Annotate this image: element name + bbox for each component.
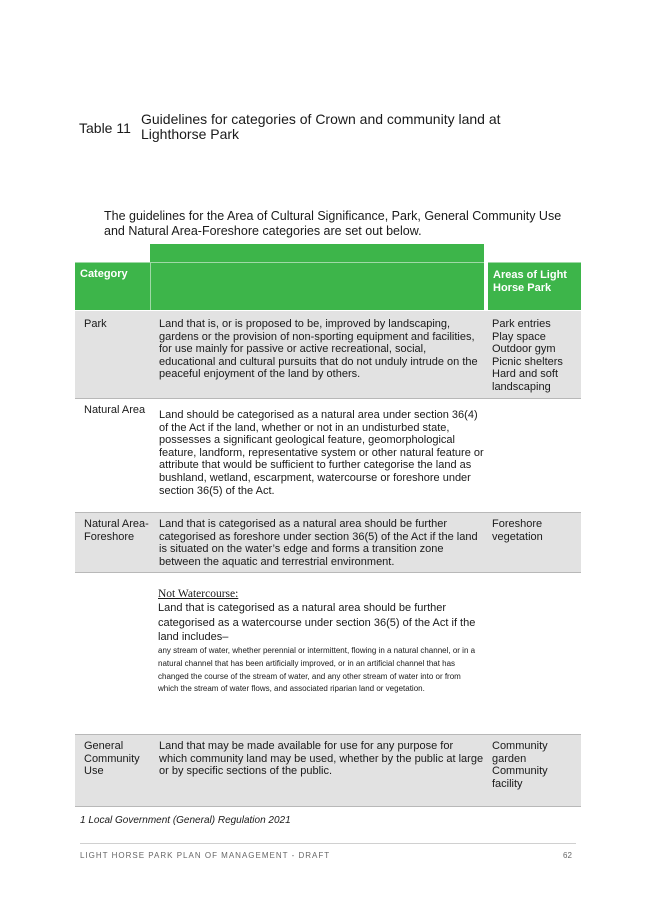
row-category: Natural Area-Foreshore [84, 518, 149, 543]
row-divider [75, 512, 581, 513]
area-item: landscaping [492, 380, 551, 393]
area-item: Community [492, 740, 548, 752]
header-areas: Areas of Light Horse Park [488, 262, 581, 310]
row-divider [75, 398, 581, 399]
page-number: 62 [563, 851, 572, 860]
header-divider [150, 262, 151, 310]
row-divider [75, 734, 581, 735]
header-top-band [150, 244, 484, 262]
row-guideline: Land that may be made available for use for any purpose for which community land may be used, whether by the public at large or by specific sections of the public. [159, 740, 484, 778]
row-areas [492, 518, 580, 543]
row-category: Natural Area [84, 404, 146, 416]
area-item: Picnic shelters [492, 355, 563, 368]
row-areas [492, 318, 580, 394]
header-category: Category [75, 262, 150, 310]
area-item: garden [492, 752, 527, 765]
area-item: facility [492, 777, 523, 790]
row-guideline: Land that is, or is proposed to be, improved by landscaping, gardens or the provision of non-sporting equipment and facilities, for use mainly for passive or active recreational, social, educational and cultural pursuits that do not unduly intrude on the peaceful enjoyment of the land by others. [159, 318, 478, 381]
table-title: Guidelines for categories of Crown and community land at Lighthorse Park [141, 111, 501, 142]
footer-rule [80, 843, 576, 844]
table-label: Table 11 [79, 120, 131, 136]
row-category: Park [84, 318, 107, 330]
row-areas [492, 740, 580, 790]
header-guideline [151, 262, 484, 310]
intro-paragraph: The guidelines for the Area of Cultural Significance, Park, General Community Use and Natural Area-Foreshore categories are set out below. [104, 209, 562, 238]
row-divider [75, 572, 581, 573]
row-guideline: Land that is categorised as a natural area should be further categorised as a watercourse under section 36(5) of the Act if the land includes– [158, 602, 476, 643]
row-divider [75, 806, 581, 807]
area-item: Outdoor gym [492, 343, 556, 356]
area-item: Play space [492, 330, 546, 343]
footnote: 1 Local Government (General) Regulation 2021 [80, 815, 291, 826]
header-divider [484, 262, 488, 310]
footer-title: LIGHT HORSE PARK PLAN OF MANAGEMENT - DRAFT [80, 851, 331, 860]
watercourse-detail: any stream of water, whether perennial or intermittent, flowing in a natural channel, or in a natural channel that has been artificially improved, or in an artificial channel that has changed the course of the stream of water, and any other stream of water into or from which the stream of water flows, and associated riparian land or vegetation. [158, 646, 476, 694]
row-guideline: Land that is categorised as a natural area should be further categorised as foreshore under section 36(5) of the Act if the land is situated on the water’s edge and forms a transition zone between the aquatic and terrestrial environment. [159, 518, 478, 568]
area-item: Hard and soft [492, 368, 559, 381]
area-item: vegetation [492, 530, 543, 543]
row-category: General Community Use [84, 740, 140, 778]
watercourse-heading: Not Watercourse: [158, 588, 239, 600]
area-item: Foreshore [492, 518, 543, 530]
area-item: Community [492, 765, 548, 778]
row-guideline: Land should be categorised as a natural area under section 36(4) of the Act if the land, whether or not in an undisturbed state, possesses a significant geological feature, geomorphological feature, landform, representative system or other natural feature or attribute that would be sufficient to further categorise the land as bushland, wetland, escarpment, watercourse or foreshore under section 36(5) of the Act. [159, 409, 484, 497]
area-item: Park entries [492, 318, 551, 330]
